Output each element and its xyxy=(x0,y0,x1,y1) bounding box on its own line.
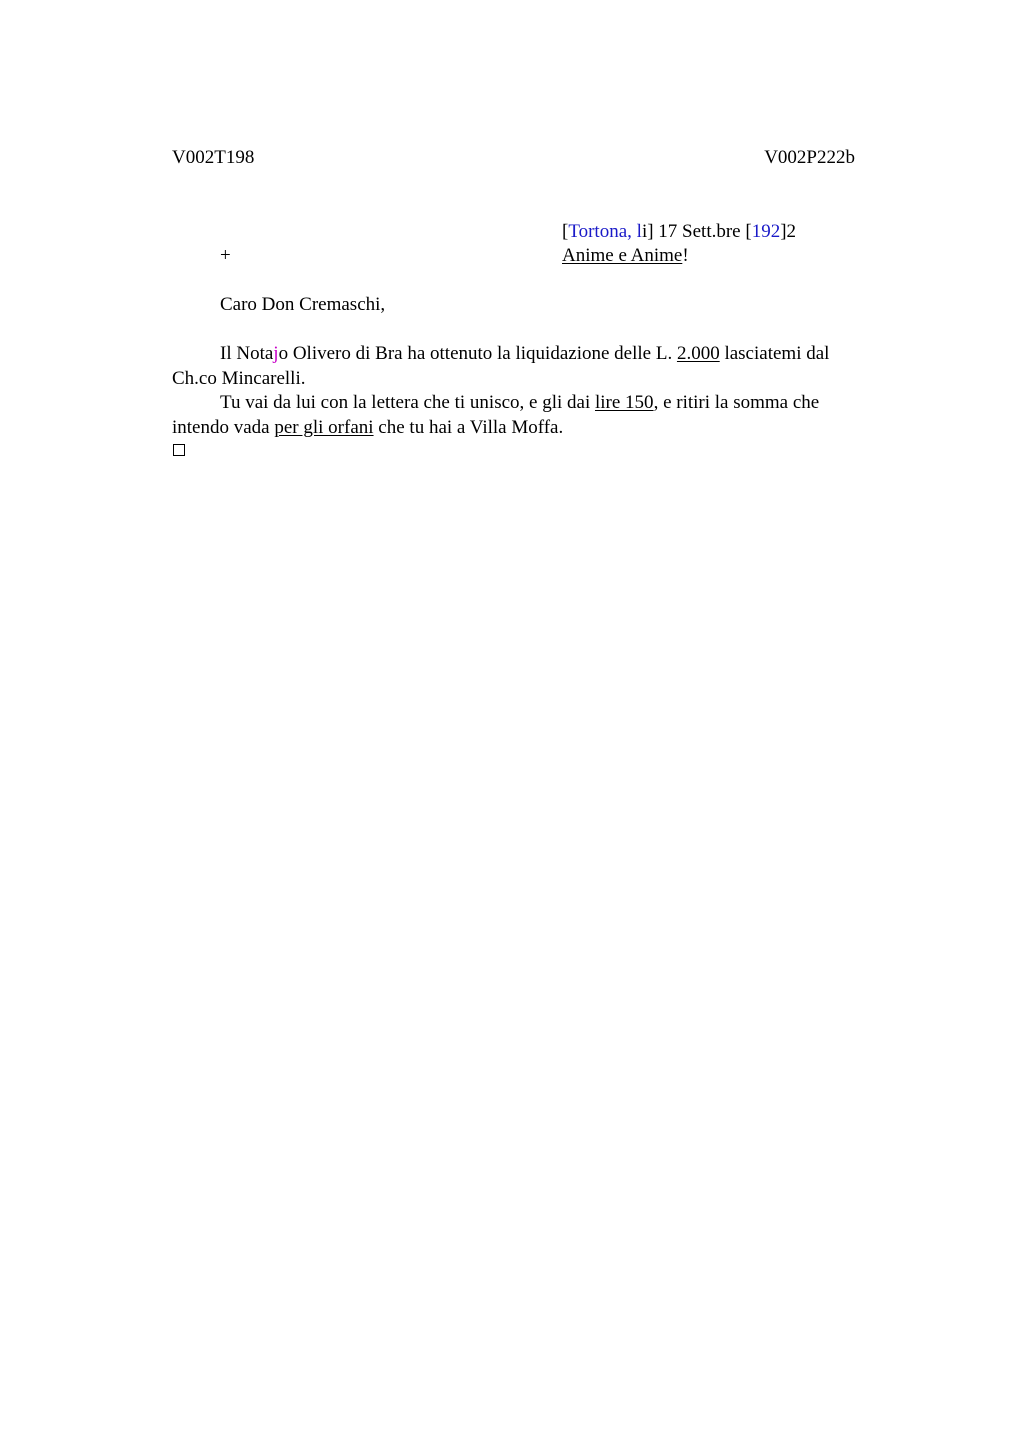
para2-text-b: , e ritiri la somma che intendo vada xyxy=(172,392,820,438)
dateline-year-suffix: ]2 xyxy=(780,221,797,242)
dateline-year-prefix: 192 xyxy=(751,221,781,242)
salutation: Caro Don Cremaschi, xyxy=(220,294,386,315)
para2-amount: lire 150 xyxy=(594,392,654,413)
motto xyxy=(562,244,689,268)
dateline-date: ] 17 Sett.bre [ xyxy=(647,221,752,242)
paragraph-2 xyxy=(172,391,852,440)
cross-mark: + xyxy=(220,245,231,266)
dateline-bracket-open: [ xyxy=(562,221,569,242)
para1-text-a: Il Nota xyxy=(220,343,274,364)
para2-text-a: Tu vai da lui con la lettera che ti unisco, e gli dai xyxy=(220,392,595,413)
para1-editorial-letter: j xyxy=(273,343,279,364)
para2-purpose: per gli orfani xyxy=(274,416,374,438)
para1-amount: 2.000 xyxy=(676,343,720,364)
motto-punct: ! xyxy=(682,245,689,266)
document-code-right: V002P222b xyxy=(764,147,855,168)
para2-text-c: che tu hai a Villa Moffa. xyxy=(373,416,564,438)
dateline-place-tail: i xyxy=(641,221,648,242)
paragraph-1 xyxy=(172,342,852,391)
motto-text: Anime e Anime xyxy=(562,245,683,266)
document-code-left: V002T198 xyxy=(172,147,255,168)
dateline-place: Tortona, l xyxy=(568,221,642,242)
para1-text-c: lasciatemi dal Ch.co Mincarelli. xyxy=(172,343,830,389)
para1-text-b: o Olivero di Bra ha ottenuto la liquidazione delle L. xyxy=(278,343,677,364)
end-of-text-box-icon xyxy=(173,444,185,456)
dateline xyxy=(562,220,796,244)
